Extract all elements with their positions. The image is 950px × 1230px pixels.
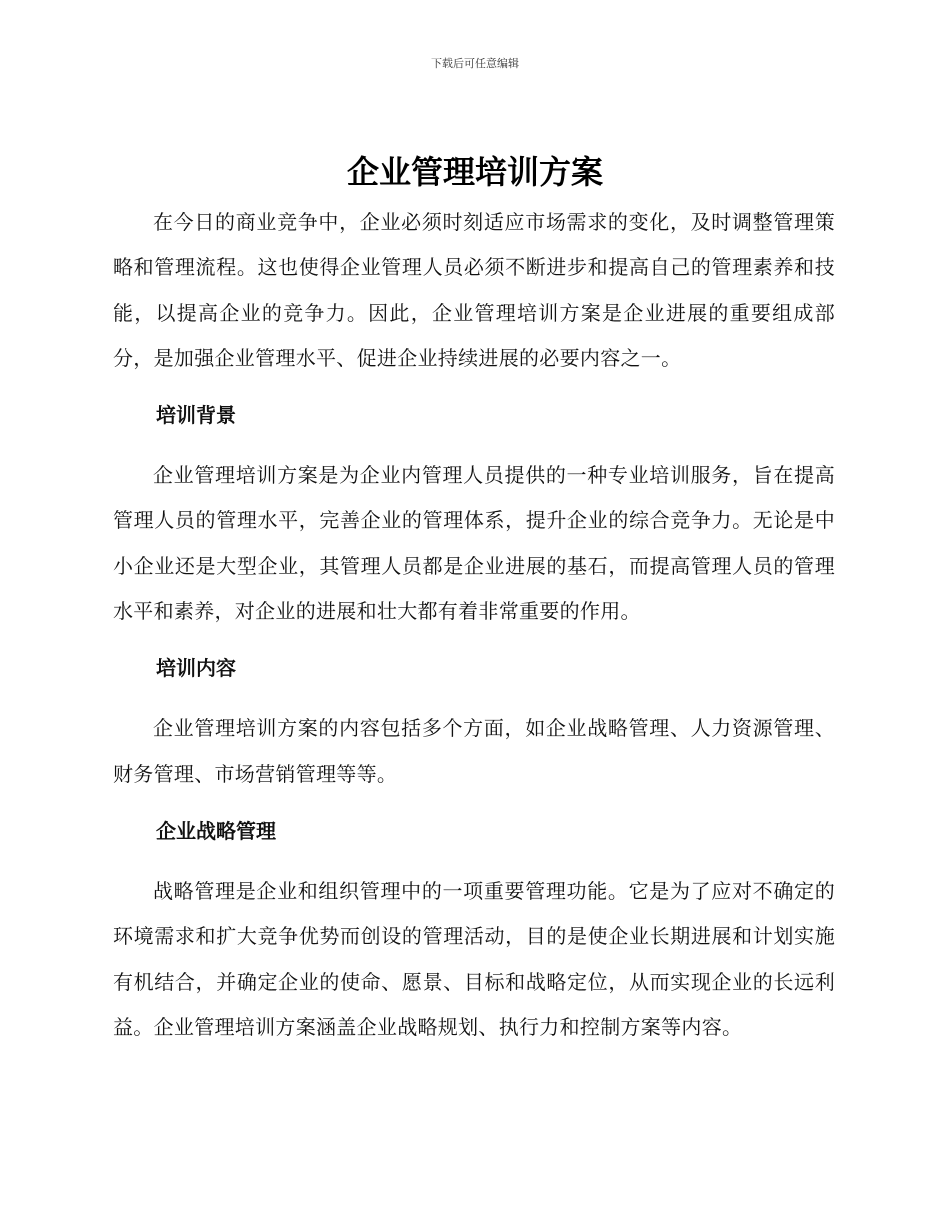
- section-heading-background: 培训背景: [156, 403, 236, 428]
- section-heading-content: 培训内容: [156, 656, 236, 681]
- document-body: [113, 200, 835, 1050]
- intro-paragraph: 在今日的商业竞争中，企业必须时刻适应市场需求的变化，及时调整管理策略和管理流程。这也使得企业管理人员必须不断进步和提高自己的管理素养和技能，以提高企业的竞争力。因此，企业管理培训方案是企业进展的重要组成部分，是加强企业管理水平、促进企业持续进展的必要内容之一。: [113, 210, 835, 370]
- section-heading-strategy: 企业战略管理: [156, 818, 276, 843]
- document-title: 企业管理培训方案: [346, 153, 603, 191]
- page-header: 下载后可任意编辑: [431, 57, 519, 70]
- content-paragraph: 企业管理培训方案的内容包括多个方面，如企业战略管理、人力资源管理、财务管理、市场营销管理等等。: [113, 716, 835, 786]
- background-paragraph: 企业管理培训方案是为企业内管理人员提供的一种专业培训服务，旨在提高管理人员的管理水平，完善企业的管理体系，提升企业的综合竞争力。无论是中小企业还是大型企业，其管理人员都是企业进展的基石，而提高管理人员的管理水平和素养，对企业的进展和壮大都有着非常重要的作用。: [113, 463, 835, 624]
- strategy-paragraph: 战略管理是企业和组织管理中的一项重要管理功能。它是为了应对不确定的环境需求和扩大竞争优势而创设的管理活动，目的是使企业长期进展和计划实施有机结合，并确定企业的使命、愿景、目标和战略定位，从而实现企业的长远利益。企业管理培训方案涵盖企业战略规划、执行力和控制方案等内容。: [113, 878, 835, 1039]
